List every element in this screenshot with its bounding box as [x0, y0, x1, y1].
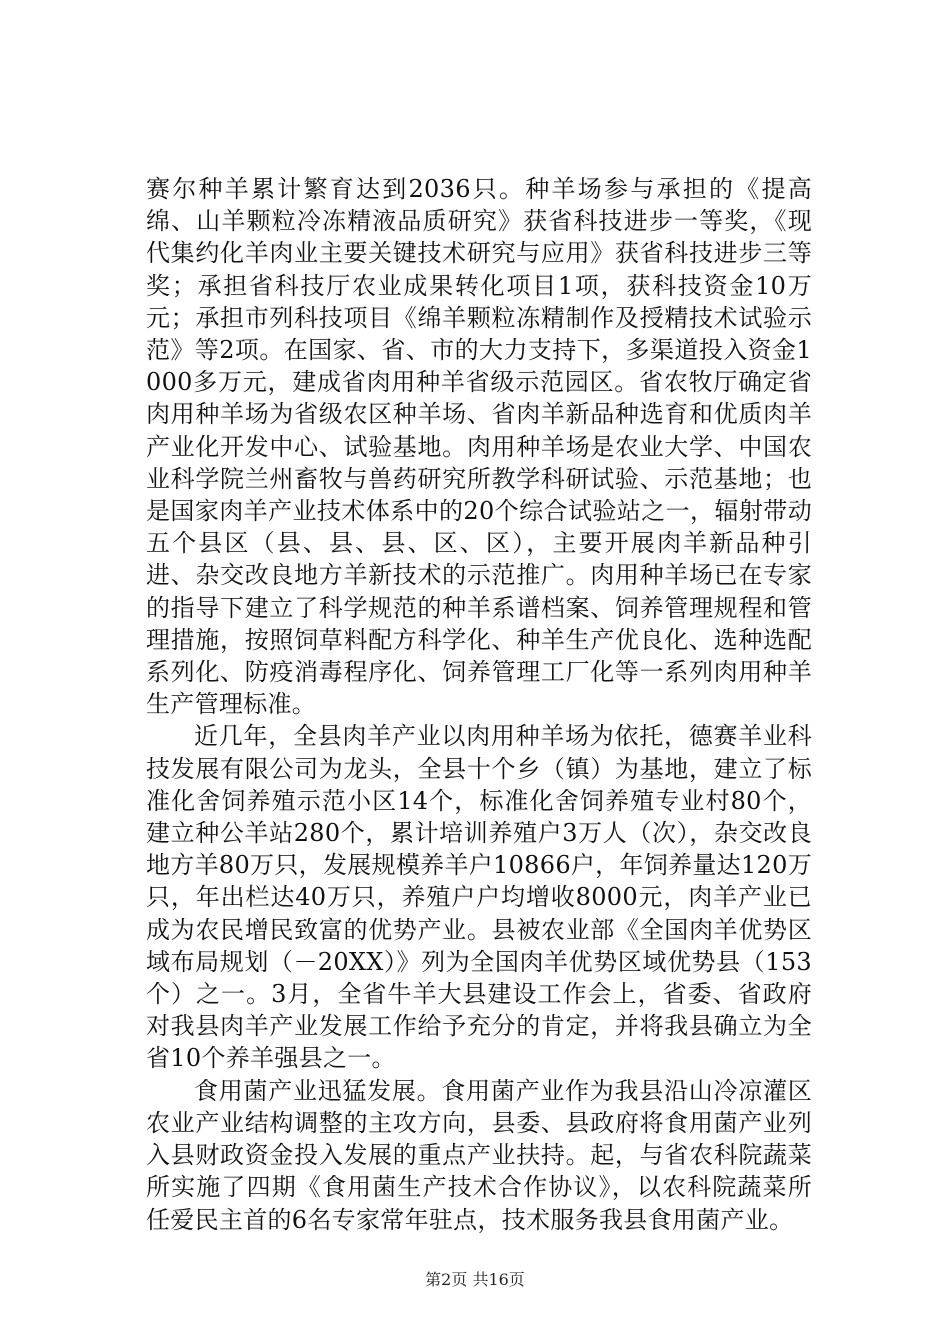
- paragraph-meat-sheep-industry: 近几年，全县肉羊产业以肉用种羊场为依托，德赛羊业科技发展有限公司为龙头，全县十个乡（镇）为基地，建立了标准化舍饲养殖示范小区14个，标准化舍饲养殖专业村80个，建立种公羊站280个，累计培训养殖户3万人（次），杂交改良地方羊80万只，发展规模养羊户10866户，年饲养量达120万只，年出栏达40万只，养殖户户均增收8000元，肉羊产业已成为农民增民致富的优势产业。县被农业部《全国肉羊优势区域布局规划（－20XX）》列为全国肉羊优势区域优势县（153个）之一。3月，全省牛羊大县建设工作会上，省委、省政府对我县肉羊产业发展工作给予充分的肯定，并将我县确立为全省10个养羊强县之一。: [146, 722, 812, 1073]
- page-footer: 第2页 共16页: [425, 1270, 525, 1289]
- body-text: [146, 173, 812, 1236]
- paragraph-sheep-breeding: 赛尔种羊累计繁育达到2036只。种羊场参与承担的《提高绵、山羊颗粒冷冻精液品质研究》获省科技进步一等奖，《现代集约化羊肉业主要关键技术研究与应用》获省科技进步三等奖；承担省科技厅农业成果转化项目1项，获科技资金10万元；承担市列科技项目《绵羊颗粒冻精制作及授精技术试验示范》等2项。在国家、省、市的大力支持下，多渠道投入资金1000多万元，建成省肉用种羊省级示范园区。省农牧厅确定省肉用种羊场为省级农区种羊场、省肉羊新品种选育和优质肉羊产业化开发中心、试验基地。肉用种羊场是农业大学、中国农业科学院兰州畜牧与兽药研究所教学科研试验、示范基地；也是国家肉羊产业技术体系中的20个综合试验站之一，辐射带动五个县区（县、县、县、区、区），主要开展肉羊新品种引进、杂交改良地方羊新技术的示范推广。肉用种羊场已在专家的指导下建立了科学规范的种羊系谱档案、饲养管理规程和管理措施，按照饲草料配方科学化、种羊生产优良化、选种选配系列化、防疫消毒程序化、饲养管理工厂化等一系列肉用种羊生产管理标准。: [146, 175, 812, 719]
- paragraph-edible-fungi: 食用菌产业迅猛发展。食用菌产业作为我县沿山冷凉灌区农业产业结构调整的主攻方向，县委、县政府将食用菌产业列入县财政资金投入发展的重点产业扶持。起，与省农科院蔬菜所实施了四期《食用菌生产技术合作协议》，以农科院蔬菜所任爱民主首的6名专家常年驻点，技术服务我县食用菌产业。: [146, 1076, 812, 1234]
